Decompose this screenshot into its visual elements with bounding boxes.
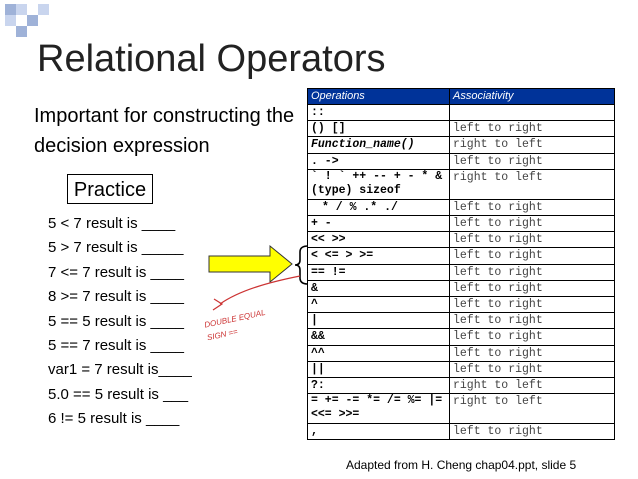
exercise-item: 5.0 == 5 result is ___ — [48, 385, 189, 403]
exercise-item: 6 != 5 result is ____ — [48, 410, 180, 428]
operator-cell: , — [308, 424, 450, 440]
associativity-cell: right to left — [450, 169, 615, 199]
practice-box: Practice — [67, 174, 153, 204]
operator-cell: () [] — [308, 121, 450, 137]
operator-precedence-table — [307, 88, 615, 440]
operator-cell: * / % .* ./ — [308, 199, 450, 215]
slide-title: Relational Operators — [37, 38, 386, 80]
associativity-cell: left to right — [450, 248, 615, 264]
operator-cell: :: — [308, 105, 450, 121]
operator-cell: ` ! ` ++ -- + - * &(type) sizeof — [308, 169, 450, 199]
operator-cell: . -> — [308, 153, 450, 169]
table-row — [308, 313, 615, 329]
slide-subtitle: Important for constructing the decision expression — [34, 105, 295, 157]
associativity-cell: left to right — [450, 313, 615, 329]
table-row — [308, 248, 615, 264]
associativity-cell: left to right — [450, 280, 615, 296]
table-row — [308, 199, 615, 215]
operator-cell: == != — [308, 264, 450, 280]
exercise-list — [48, 212, 192, 432]
associativity-cell: left to right — [450, 216, 615, 232]
table-row — [308, 153, 615, 169]
associativity-cell — [450, 105, 615, 121]
table-row — [308, 264, 615, 280]
associativity-cell: right to left — [450, 378, 615, 394]
handwritten-note — [204, 308, 269, 342]
table-row — [308, 329, 615, 345]
table-row — [308, 232, 615, 248]
operator-cell: < <= > >= — [308, 248, 450, 264]
table-row — [308, 280, 615, 296]
associativity-cell: left to right — [450, 199, 615, 215]
operator-cell: | — [308, 313, 450, 329]
associativity-cell: left to right — [450, 424, 615, 440]
associativity-cell: left to right — [450, 232, 615, 248]
associativity-cell: left to right — [450, 264, 615, 280]
operator-cell: = += -= *= /= %= |= <<= >>= — [308, 394, 450, 424]
column-header-associativity: Associativity — [450, 89, 615, 105]
table-row — [308, 378, 615, 394]
svg-text:SIGN ==: SIGN == — [206, 327, 239, 343]
table-row — [308, 297, 615, 313]
associativity-cell: left to right — [450, 329, 615, 345]
pointer-arrowhead — [213, 299, 222, 310]
pointer-arrow-icon — [220, 276, 300, 304]
right-arrow-icon — [209, 246, 292, 282]
operator-cell: || — [308, 361, 450, 377]
operator-cell: && — [308, 329, 450, 345]
associativity-cell: left to right — [450, 153, 615, 169]
exercise-item: 7 <= 7 result is ____ — [48, 263, 184, 281]
associativity-cell: left to right — [450, 345, 615, 361]
table-row — [308, 216, 615, 232]
credit-line: Adapted from H. Cheng chap04.ppt, slide 5 — [346, 458, 577, 472]
table-row — [308, 394, 615, 424]
operator-cell: << >> — [308, 232, 450, 248]
operator-cell: ?: — [308, 378, 450, 394]
table-row — [308, 121, 615, 137]
exercise-item: 5 == 7 result is ____ — [48, 336, 184, 354]
operator-cell: + - — [308, 216, 450, 232]
operator-cell: Function_name() — [308, 137, 450, 153]
table-row — [308, 105, 615, 121]
associativity-cell: right to left — [450, 394, 615, 424]
associativity-cell: left to right — [450, 361, 615, 377]
operator-cell: & — [308, 280, 450, 296]
table-row — [308, 137, 615, 153]
associativity-cell: left to right — [450, 121, 615, 137]
exercise-item: 5 < 7 result is ____ — [48, 215, 176, 232]
column-header-operations: Operations — [308, 89, 450, 105]
operator-cell: ^ — [308, 297, 450, 313]
table-header-row — [308, 89, 615, 105]
table-row — [308, 361, 615, 377]
exercise-item: 5 > 7 result is _____ — [48, 239, 184, 257]
exercise-item: 8 >= 7 result is ____ — [48, 288, 184, 306]
operator-cell: ^^ — [308, 345, 450, 361]
associativity-cell: right to left — [450, 137, 615, 153]
associativity-cell: left to right — [450, 297, 615, 313]
svg-text:DOUBLE EQUAL: DOUBLE EQUAL — [203, 307, 267, 330]
table-row — [308, 424, 615, 440]
exercise-item: 5 == 5 result is ____ — [48, 312, 184, 330]
table-row — [308, 345, 615, 361]
exercise-item: var1 = 7 result is____ — [48, 361, 192, 379]
table-row — [308, 169, 615, 199]
